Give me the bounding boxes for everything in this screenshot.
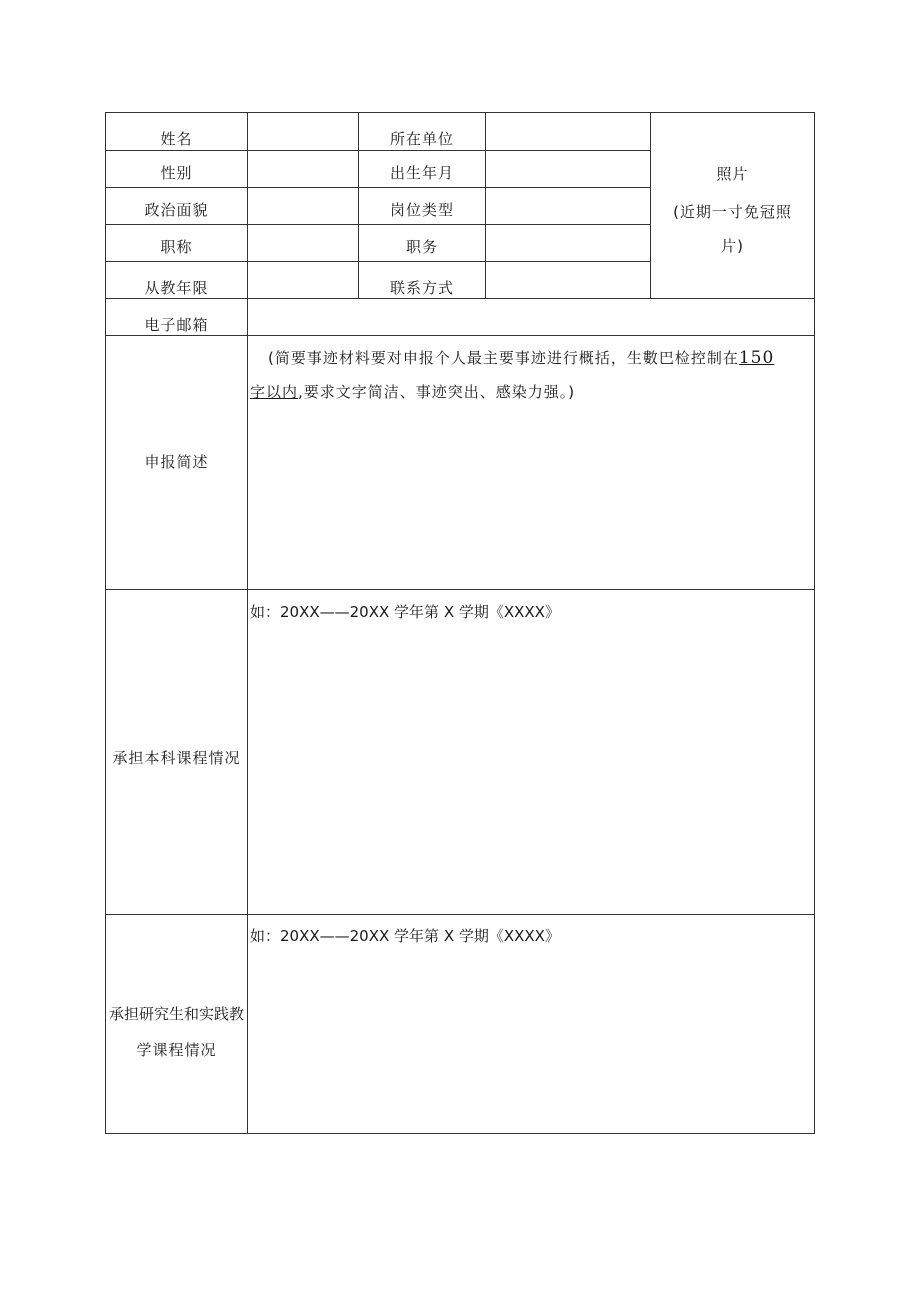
email-field[interactable] <box>248 299 814 335</box>
unit-field[interactable] <box>486 113 650 150</box>
application-form-table <box>105 112 815 1134</box>
political-status-field[interactable] <box>248 188 358 224</box>
graduate-courses-example[interactable]: 如：20XX——20XX 学年第 X 学期《XXXX》 <box>250 927 560 945</box>
contact-field[interactable] <box>486 262 650 298</box>
gender-label: 性别 <box>160 164 193 182</box>
duty-field[interactable] <box>486 225 650 261</box>
row-divider <box>106 589 814 590</box>
summary-label: 申报简述 <box>144 453 209 471</box>
summary-hint-part1: (简要事迹材料要对申报个人最主要事迹进行概括，生數巴检控制在 <box>268 349 739 367</box>
political-status-label: 政治面貌 <box>144 201 209 219</box>
post-type-label: 岗位类型 <box>389 201 454 219</box>
undergrad-courses-label: 承担本科课程情况 <box>112 749 241 767</box>
summary-hint[interactable] <box>250 341 812 409</box>
post-type-field[interactable] <box>486 188 650 224</box>
teaching-years-field[interactable] <box>248 262 358 298</box>
summary-hint-part2: ,要求文字简洁、事迹突出、感染力强。) <box>298 383 576 401</box>
name-field[interactable] <box>248 113 358 150</box>
row-divider <box>106 914 814 915</box>
professional-title-label: 职称 <box>160 238 193 256</box>
duty-label: 职务 <box>405 238 438 256</box>
undergrad-courses-example[interactable]: 如：20XX——20XX 学年第 X 学期《XXXX》 <box>250 603 560 621</box>
unit-label: 所在单位 <box>389 130 454 148</box>
contact-label: 联系方式 <box>389 279 454 297</box>
graduate-courses-label-line2: 学课程情况 <box>136 1041 217 1059</box>
row-divider <box>106 335 814 336</box>
gender-field[interactable] <box>248 151 358 187</box>
photo-title: 照片 <box>716 165 749 183</box>
teaching-years-label: 从教年限 <box>144 279 209 297</box>
name-label: 姓名 <box>160 130 193 148</box>
summary-hint-number: 150 <box>738 348 775 368</box>
graduate-courses-label-line1: 承担研究生和实践教 <box>108 1005 244 1023</box>
summary-hint-underlined: 字以内 <box>250 383 299 401</box>
photo-note-line1: (近期一寸免冠照 <box>673 203 792 221</box>
birth-date-field[interactable] <box>486 151 650 187</box>
email-label: 电子邮箱 <box>144 316 209 334</box>
birth-date-label: 出生年月 <box>389 164 454 182</box>
photo-cell[interactable] <box>651 113 814 298</box>
photo-note-line2: 片) <box>721 237 744 255</box>
professional-title-field[interactable] <box>248 225 358 261</box>
